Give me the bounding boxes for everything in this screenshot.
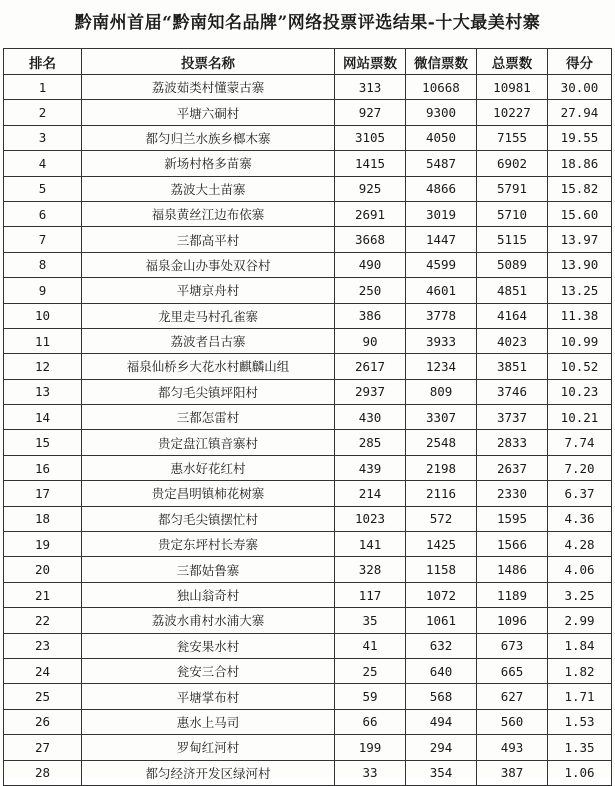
cell-total-votes: 5791 — [477, 176, 548, 201]
cell-total-votes: 673 — [477, 633, 548, 658]
cell-rank: 13 — [4, 379, 82, 404]
cell-rank: 16 — [4, 455, 82, 480]
cell-total-votes: 4023 — [477, 328, 548, 353]
cell-wechat-votes: 2548 — [406, 430, 477, 455]
cell-web-votes: 925 — [335, 176, 406, 201]
cell-total-votes: 2637 — [477, 455, 548, 480]
cell-score: 6.37 — [548, 481, 612, 506]
cell-wechat-votes: 4050 — [406, 125, 477, 150]
cell-web-votes: 3668 — [335, 227, 406, 252]
cell-web-votes: 313 — [335, 75, 406, 100]
cell-web-votes: 1023 — [335, 506, 406, 531]
cell-total-votes: 1595 — [477, 506, 548, 531]
cell-rank: 24 — [4, 658, 82, 683]
header-web-votes: 网站票数 — [335, 49, 406, 75]
cell-web-votes: 2617 — [335, 354, 406, 379]
cell-rank: 3 — [4, 125, 82, 150]
cell-score: 11.38 — [548, 303, 612, 328]
cell-total-votes: 10981 — [477, 75, 548, 100]
cell-rank: 7 — [4, 227, 82, 252]
cell-score: 13.90 — [548, 252, 612, 277]
cell-web-votes: 1415 — [335, 151, 406, 176]
header-wechat-votes: 微信票数 — [406, 49, 477, 75]
cell-wechat-votes: 4599 — [406, 252, 477, 277]
cell-name: 平塘京舟村 — [82, 278, 335, 303]
cell-wechat-votes: 3019 — [406, 201, 477, 226]
cell-web-votes: 33 — [335, 760, 406, 785]
table-row — [4, 430, 612, 455]
table-row — [4, 379, 612, 404]
cell-score: 7.74 — [548, 430, 612, 455]
cell-total-votes: 1189 — [477, 582, 548, 607]
table-row — [4, 633, 612, 658]
cell-score: 4.06 — [548, 557, 612, 582]
cell-wechat-votes: 572 — [406, 506, 477, 531]
cell-score: 10.23 — [548, 379, 612, 404]
cell-total-votes: 4851 — [477, 278, 548, 303]
table-row — [4, 582, 612, 607]
cell-name: 三都怎雷村 — [82, 405, 335, 430]
page-title: 黔南州首届“黔南知名品牌”网络投票评选结果-十大最美村寨 — [74, 13, 541, 33]
cell-total-votes: 2330 — [477, 481, 548, 506]
cell-score: 3.25 — [548, 582, 612, 607]
cell-wechat-votes: 1072 — [406, 582, 477, 607]
cell-name: 惠水好花红村 — [82, 455, 335, 480]
cell-total-votes: 627 — [477, 684, 548, 709]
table-row — [4, 608, 612, 633]
table-row — [4, 252, 612, 277]
cell-rank: 1 — [4, 75, 82, 100]
table-row — [4, 227, 612, 252]
cell-score: 18.86 — [548, 151, 612, 176]
cell-score: 7.20 — [548, 455, 612, 480]
cell-score: 10.52 — [548, 354, 612, 379]
cell-name: 福泉黄丝江边布依寨 — [82, 201, 335, 226]
cell-rank: 12 — [4, 354, 82, 379]
header-total-votes: 总票数 — [477, 49, 548, 75]
table-row — [4, 557, 612, 582]
cell-name: 荔波者吕古寨 — [82, 328, 335, 353]
cell-wechat-votes: 4866 — [406, 176, 477, 201]
cell-total-votes: 560 — [477, 709, 548, 734]
cell-wechat-votes: 494 — [406, 709, 477, 734]
cell-rank: 18 — [4, 506, 82, 531]
cell-web-votes: 430 — [335, 405, 406, 430]
cell-rank: 6 — [4, 201, 82, 226]
cell-score: 1.71 — [548, 684, 612, 709]
table-row — [4, 455, 612, 480]
cell-wechat-votes: 809 — [406, 379, 477, 404]
cell-wechat-votes: 5487 — [406, 151, 477, 176]
table-row — [4, 405, 612, 430]
cell-rank: 25 — [4, 684, 82, 709]
cell-web-votes: 41 — [335, 633, 406, 658]
cell-score: 19.55 — [548, 125, 612, 150]
cell-total-votes: 3851 — [477, 354, 548, 379]
table-row — [4, 125, 612, 150]
cell-name: 新场村格多苗寨 — [82, 151, 335, 176]
cell-web-votes: 490 — [335, 252, 406, 277]
cell-total-votes: 3737 — [477, 405, 548, 430]
cell-web-votes: 90 — [335, 328, 406, 353]
header-name: 投票名称 — [82, 49, 335, 75]
cell-name: 都匀归兰水族乡榔木寨 — [82, 125, 335, 150]
cell-rank: 20 — [4, 557, 82, 582]
cell-name: 三都姑鲁寨 — [82, 557, 335, 582]
cell-total-votes: 1566 — [477, 532, 548, 557]
cell-score: 15.60 — [548, 201, 612, 226]
cell-score: 1.84 — [548, 633, 612, 658]
cell-name: 瓮安三合村 — [82, 658, 335, 683]
cell-total-votes: 6902 — [477, 151, 548, 176]
cell-total-votes: 10227 — [477, 100, 548, 125]
cell-rank: 11 — [4, 328, 82, 353]
cell-rank: 10 — [4, 303, 82, 328]
cell-name: 都匀经济开发区绿河村 — [82, 760, 335, 785]
table-header-row — [4, 49, 612, 75]
cell-wechat-votes: 632 — [406, 633, 477, 658]
cell-score: 1.06 — [548, 760, 612, 785]
cell-wechat-votes: 1158 — [406, 557, 477, 582]
cell-web-votes: 927 — [335, 100, 406, 125]
cell-rank: 17 — [4, 481, 82, 506]
cell-web-votes: 439 — [335, 455, 406, 480]
cell-name: 罗甸红河村 — [82, 735, 335, 760]
cell-name: 福泉金山办事处双谷村 — [82, 252, 335, 277]
table-row — [4, 506, 612, 531]
cell-name: 独山翁奇村 — [82, 582, 335, 607]
table-row — [4, 278, 612, 303]
cell-web-votes: 285 — [335, 430, 406, 455]
cell-total-votes: 665 — [477, 658, 548, 683]
cell-wechat-votes: 1425 — [406, 532, 477, 557]
cell-score: 27.94 — [548, 100, 612, 125]
table-row — [4, 354, 612, 379]
table-row — [4, 151, 612, 176]
cell-web-votes: 199 — [335, 735, 406, 760]
table-row — [4, 201, 612, 226]
cell-wechat-votes: 3778 — [406, 303, 477, 328]
cell-rank: 2 — [4, 100, 82, 125]
cell-rank: 19 — [4, 532, 82, 557]
cell-rank: 23 — [4, 633, 82, 658]
cell-rank: 15 — [4, 430, 82, 455]
table-row — [4, 481, 612, 506]
cell-wechat-votes: 10668 — [406, 75, 477, 100]
cell-score: 10.99 — [548, 328, 612, 353]
results-table — [3, 48, 612, 786]
cell-score: 1.53 — [548, 709, 612, 734]
cell-score: 13.25 — [548, 278, 612, 303]
cell-rank: 28 — [4, 760, 82, 785]
cell-web-votes: 214 — [335, 481, 406, 506]
cell-score: 10.21 — [548, 405, 612, 430]
cell-total-votes: 1486 — [477, 557, 548, 582]
cell-web-votes: 35 — [335, 608, 406, 633]
cell-score: 4.36 — [548, 506, 612, 531]
table-row — [4, 176, 612, 201]
table-row — [4, 532, 612, 557]
table-body — [4, 75, 612, 786]
cell-rank: 5 — [4, 176, 82, 201]
cell-wechat-votes: 568 — [406, 684, 477, 709]
cell-rank: 8 — [4, 252, 82, 277]
table-row — [4, 100, 612, 125]
cell-name: 荔波水甫村水浦大寨 — [82, 608, 335, 633]
cell-name: 惠水上马司 — [82, 709, 335, 734]
cell-rank: 26 — [4, 709, 82, 734]
cell-web-votes: 250 — [335, 278, 406, 303]
cell-total-votes: 5115 — [477, 227, 548, 252]
cell-name: 都匀毛尖镇坪阳村 — [82, 379, 335, 404]
cell-name: 荔波茹类村懂蒙古寨 — [82, 75, 335, 100]
cell-score: 1.82 — [548, 658, 612, 683]
cell-total-votes: 5089 — [477, 252, 548, 277]
cell-name: 三都高平村 — [82, 227, 335, 252]
cell-wechat-votes: 4601 — [406, 278, 477, 303]
cell-score: 4.28 — [548, 532, 612, 557]
cell-wechat-votes: 1234 — [406, 354, 477, 379]
cell-score: 13.97 — [548, 227, 612, 252]
cell-rank: 22 — [4, 608, 82, 633]
cell-total-votes: 3746 — [477, 379, 548, 404]
cell-wechat-votes: 2198 — [406, 455, 477, 480]
cell-total-votes: 387 — [477, 760, 548, 785]
cell-wechat-votes: 9300 — [406, 100, 477, 125]
cell-name: 贵定东坪村长寿寨 — [82, 532, 335, 557]
cell-rank: 9 — [4, 278, 82, 303]
cell-name: 都匀毛尖镇摆忙村 — [82, 506, 335, 531]
table-row — [4, 658, 612, 683]
cell-name: 荔波大土苗寨 — [82, 176, 335, 201]
cell-web-votes: 328 — [335, 557, 406, 582]
table-row — [4, 684, 612, 709]
cell-score: 2.99 — [548, 608, 612, 633]
table-row — [4, 709, 612, 734]
cell-score: 1.35 — [548, 735, 612, 760]
table-row — [4, 303, 612, 328]
cell-web-votes: 141 — [335, 532, 406, 557]
cell-wechat-votes: 2116 — [406, 481, 477, 506]
cell-score: 30.00 — [548, 75, 612, 100]
cell-rank: 27 — [4, 735, 82, 760]
cell-wechat-votes: 354 — [406, 760, 477, 785]
cell-web-votes: 3105 — [335, 125, 406, 150]
cell-web-votes: 25 — [335, 658, 406, 683]
cell-wechat-votes: 3307 — [406, 405, 477, 430]
cell-total-votes: 7155 — [477, 125, 548, 150]
cell-rank: 21 — [4, 582, 82, 607]
cell-wechat-votes: 1061 — [406, 608, 477, 633]
table-row — [4, 328, 612, 353]
table-row — [4, 760, 612, 785]
cell-web-votes: 59 — [335, 684, 406, 709]
cell-rank: 14 — [4, 405, 82, 430]
cell-web-votes: 2937 — [335, 379, 406, 404]
cell-total-votes: 4164 — [477, 303, 548, 328]
cell-wechat-votes: 1447 — [406, 227, 477, 252]
cell-web-votes: 66 — [335, 709, 406, 734]
cell-total-votes: 493 — [477, 735, 548, 760]
cell-total-votes: 5710 — [477, 201, 548, 226]
header-score: 得分 — [548, 49, 612, 75]
cell-rank: 4 — [4, 151, 82, 176]
table-row — [4, 735, 612, 760]
cell-web-votes: 2691 — [335, 201, 406, 226]
cell-web-votes: 117 — [335, 582, 406, 607]
header-rank: 排名 — [4, 49, 82, 75]
cell-name: 平塘掌布村 — [82, 684, 335, 709]
cell-name: 福泉仙桥乡大花水村麒麟山组 — [82, 354, 335, 379]
cell-name: 贵定盘江镇音寨村 — [82, 430, 335, 455]
cell-wechat-votes: 3933 — [406, 328, 477, 353]
cell-name: 贵定昌明镇柿花树寨 — [82, 481, 335, 506]
cell-score: 15.82 — [548, 176, 612, 201]
cell-total-votes: 2833 — [477, 430, 548, 455]
cell-name: 平塘六硐村 — [82, 100, 335, 125]
cell-name: 龙里走马村孔雀寨 — [82, 303, 335, 328]
table-row — [4, 75, 612, 100]
cell-total-votes: 1096 — [477, 608, 548, 633]
cell-wechat-votes: 640 — [406, 658, 477, 683]
cell-name: 瓮安果水村 — [82, 633, 335, 658]
cell-web-votes: 386 — [335, 303, 406, 328]
cell-wechat-votes: 294 — [406, 735, 477, 760]
